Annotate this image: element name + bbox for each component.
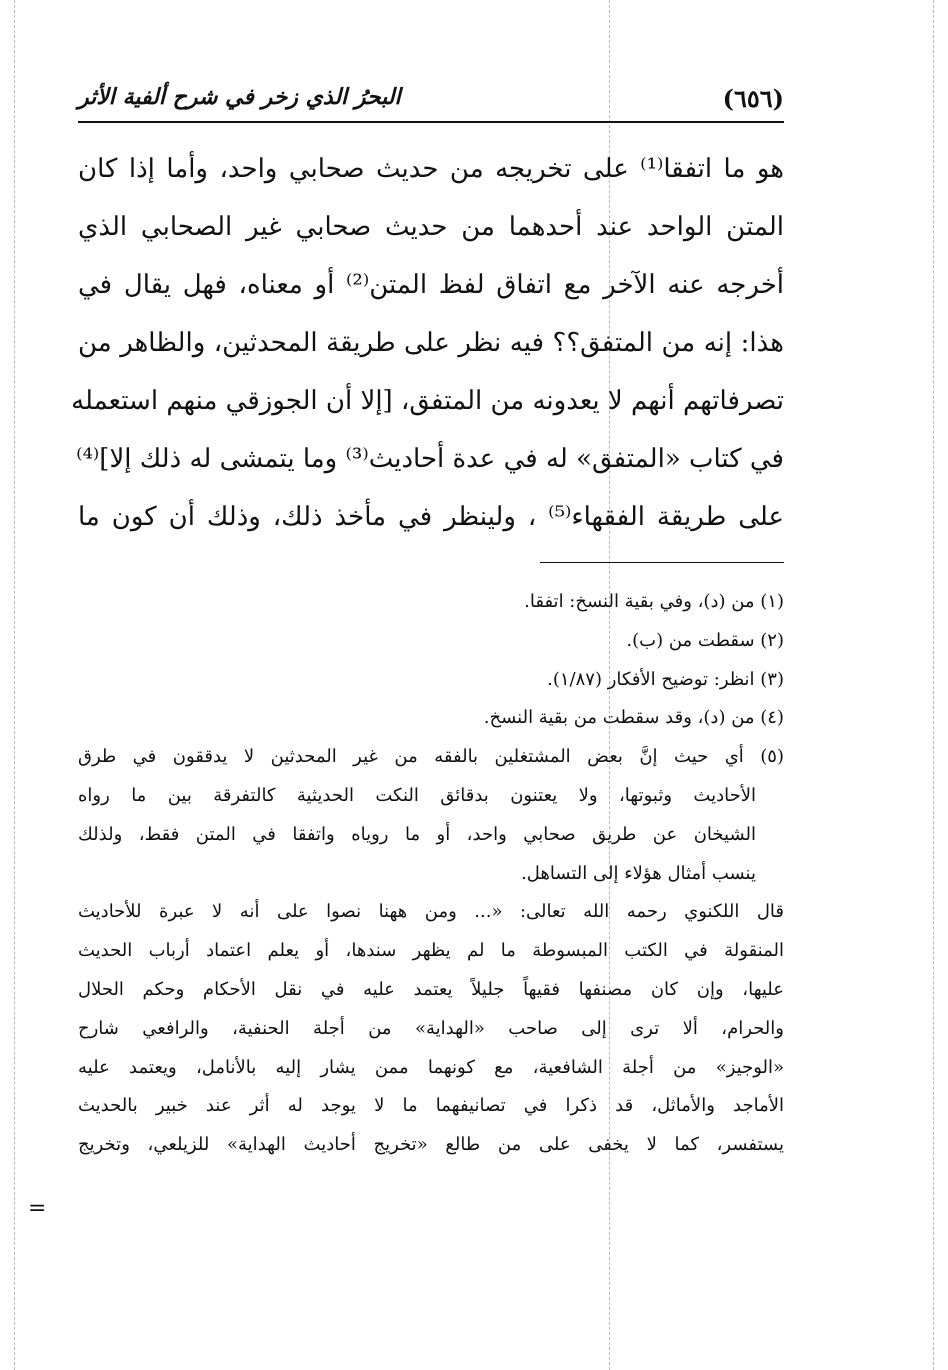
footnote-5-quote: يستفسر، كما لا يخفى على من طالع «تخريج أحاديث الهداية» للزيلعي، وتخريج [78,1134,784,1156]
scan-artifact-line [14,0,15,1370]
footnotes-block [78,583,784,1165]
main-text-block [71,140,785,546]
main-text-line: هو ما اتفقا⁽¹⁾ على تخريجه من حديث صحابي واحد، وأما إذا كان [78,154,785,184]
main-text-line: في كتاب «المتفق» له في عدة أحاديث⁽³⁾ وما يتمشى له ذلك إلا]⁽⁴⁾ [76,444,784,474]
continuation-mark: = [28,1196,47,1221]
main-text-line: على طريقة الفقهاء⁽⁵⁾ ، ولينظر في مأخذ ذلك، وذلك أن كون ما [78,502,784,532]
footnote-3: (٣) انظر: توضيح الأفكار (١/٨٧). [547,668,784,690]
main-text-line: المتن الواحد عند أحدهما من حديث صحابي غير الصحابي الذي [78,212,784,242]
footnote-1: (١) من (د)، وفي بقية النسخ: اتفقا. [524,591,784,612]
footnote-divider [540,562,784,563]
footnote-5-quote: عليها، وإن كان مصنفها فقيهاً جليلاً يعتمد عليه في نقل الأحكام وحكم الحلال [78,978,784,1000]
footnote-5-continuation: ينسب أمثال هؤلاء إلى التساهل. [520,862,756,884]
footnote-5-quote: المنقولة في الكتب المبسوطة ما لم يظهر سندها، أو يعلم اعتماد أرباب الحديث [78,940,784,962]
footnote-2: (٢) سقطت من (ب). [626,629,784,651]
footnote-5: (٥) أي حيث إنَّ بعض المشتغلين بالفقه من غير المحدثين لا يدققون في طرق [78,746,784,768]
footnote-5-continuation: الشيخان عن طريق صحابي واحد، أو ما روياه واتفقا في المتن فقط، ولذلك [78,823,756,845]
header-divider [78,121,784,123]
footnote-4: (٤) من (د)، وقد سقطت من بقية النسخ. [483,707,784,729]
footnote-5-quote: والحرام، ألا ترى إلى صاحب «الهداية» من أجلة الحنفية، والرافعي شارح [78,1017,784,1039]
page-number: (٦٥٦) [722,84,784,113]
main-text-line: هذا: إنه من المتفق؟؟ فيه نظر على طريقة المحدثين، والظاهر من [78,328,784,358]
footnote-5-quote: قال اللكنوي رحمه الله تعالى: «... ومن ههنا نصوا على أنه لا عبرة للأحاديث [78,901,784,923]
scan-artifact-line [933,0,934,1370]
main-text-line: أخرجه عنه الآخر مع اتفاق لفظ المتن⁽²⁾ أو معناه، فهل يقال في [78,270,784,300]
page-header [78,82,784,120]
footnote-5-continuation: الأحاديث وثبوتها، ولا يعتنون بدقائق النكت الحديثية كالتفرقة بين ما رواه [78,784,756,806]
running-title: البحرُ الذي زخر في شرح ألفية الأثر [78,84,401,110]
main-text-line: تصرفاتهم أنهم لا يعدونه من المتفق، [إلا أن الجوزقي منهم استعمله [71,386,784,416]
footnote-5-quote: الأماجد والأماثل، قد ذكرا في تصانيفهما ما لا يوجد له أثر عند خبير بالحديث [78,1095,784,1117]
footnote-5-quote: «الوجيز» من أجلة الشافعية، مع كونهما ممن يشار إليه بالأنامل، ويعتمد عليه [78,1056,784,1078]
